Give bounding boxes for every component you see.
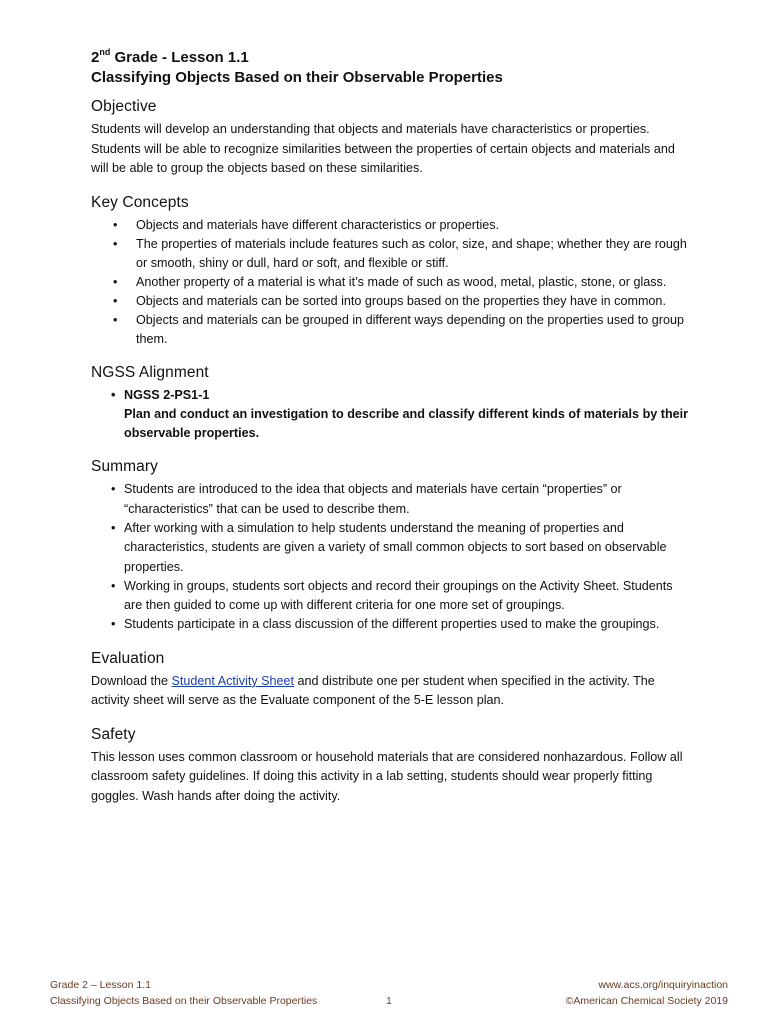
list-item bbox=[91, 235, 691, 273]
objective-heading: Objective bbox=[91, 98, 157, 115]
safety-text: This lesson uses common classroom or household materials that are considered nonhazardous. Follow all classroom safety guidelines. If doing this activity in a lab setting, students should wear properly fitting goggles. Wash hands after doing the activity. bbox=[91, 749, 683, 803]
list-item-text: Students are introduced to the idea that objects and materials have certain “properties” or “characteristics” that can be used to describe them. bbox=[124, 482, 622, 516]
list-item bbox=[91, 519, 691, 577]
footer-right bbox=[566, 977, 728, 1009]
ngss-list bbox=[91, 386, 691, 444]
footer-lesson-title: Classifying Objects Based on their Observable Properties bbox=[50, 995, 318, 1007]
bullet-icon: • bbox=[111, 578, 116, 593]
list-item-text: Students participate in a class discussion of the different properties used to make the groupings. bbox=[124, 617, 660, 632]
objective-text: Students will develop an understanding that objects and materials have characteristics or properties. Students will be able to recognize similarities between the properties of certain objects and materials and will be able to group the objects based on these similarities. bbox=[91, 122, 675, 175]
list-item-text: After working with a simulation to help students understand the meaning of properties and characteristics, students are given a variety of small common objects to sort based on observable properties. bbox=[124, 520, 667, 574]
footer-left bbox=[50, 977, 317, 1009]
summary-heading: Summary bbox=[91, 458, 159, 476]
evaluation-heading: Evaluation bbox=[91, 649, 165, 667]
footer-lesson-label: Grade 2 – Lesson 1.1 bbox=[50, 979, 151, 991]
evaluation-text-before: Download the bbox=[91, 673, 172, 688]
key-concepts-list bbox=[91, 216, 691, 349]
bullet-icon: • bbox=[111, 617, 116, 632]
lesson-subtitle: Classifying Objects Based on their Observable Properties bbox=[91, 69, 503, 86]
bullet-icon: • bbox=[113, 274, 118, 289]
ngss-code: NGSS 2-PS1-1 bbox=[124, 387, 210, 402]
bullet-icon: • bbox=[113, 312, 118, 327]
evaluation-text-after: and distribute one per student when specified in the activity. The activity sheet will serve as the Evaluate component of the 5-E lesson plan. bbox=[91, 673, 655, 708]
safety-heading: Safety bbox=[91, 725, 136, 743]
list-item-text: Objects and materials have different characteristics or properties. bbox=[136, 217, 500, 232]
list-item bbox=[91, 216, 691, 235]
bullet-icon: • bbox=[113, 293, 118, 308]
bullet-icon: • bbox=[111, 387, 116, 402]
list-item-text: Working in groups, students sort objects and record their groupings on the Activity Sheet. Students are then guided to come up with different criteria for one more set of groupings. bbox=[124, 578, 673, 613]
grade-lesson-label: Grade - Lesson 1.1 bbox=[110, 49, 249, 66]
page-number: 1 bbox=[386, 995, 392, 1007]
summary-list bbox=[91, 480, 691, 634]
list-item bbox=[91, 292, 691, 311]
list-item bbox=[91, 311, 691, 349]
student-activity-sheet-link[interactable]: Student Activity Sheet bbox=[171, 673, 295, 688]
footer-copyright: ©American Chemical Society 2019 bbox=[565, 995, 728, 1007]
footer-website: www.acs.org/inquiryinaction bbox=[598, 979, 728, 991]
lesson-page bbox=[91, 48, 691, 806]
bullet-icon: • bbox=[113, 236, 118, 251]
ngss-statement: Plan and conduct an investigation to describe and classify different kinds of materials by their observable properties. bbox=[124, 406, 689, 441]
ngss-heading: NGSS Alignment bbox=[91, 363, 209, 381]
list-item-text: The properties of materials include features such as color, size, and shape; whether they are rough or smooth, shiny or dull, hard or soft, and flexible or stiff. bbox=[136, 236, 687, 270]
bullet-icon: • bbox=[111, 482, 116, 497]
list-item-text: Another property of a material is what it’s made of such as wood, metal, plastic, stone, or glass. bbox=[136, 274, 667, 289]
lesson-title bbox=[91, 48, 691, 68]
grade-ordinal: nd bbox=[99, 47, 111, 57]
bullet-icon: • bbox=[111, 520, 116, 535]
key-concepts-heading: Key Concepts bbox=[91, 193, 189, 211]
list-item bbox=[91, 273, 691, 292]
list-item-text: Objects and materials can be grouped in different ways depending on the properties used to group them. bbox=[136, 312, 684, 346]
list-item bbox=[91, 386, 691, 444]
list-item-text: Objects and materials can be sorted into groups based on the properties they have in common. bbox=[136, 293, 666, 308]
list-item bbox=[91, 577, 691, 616]
grade-number: 2 bbox=[91, 49, 100, 66]
bullet-icon: • bbox=[113, 217, 118, 232]
list-item bbox=[91, 615, 691, 634]
list-item bbox=[91, 480, 691, 519]
evaluation-text bbox=[91, 672, 691, 711]
